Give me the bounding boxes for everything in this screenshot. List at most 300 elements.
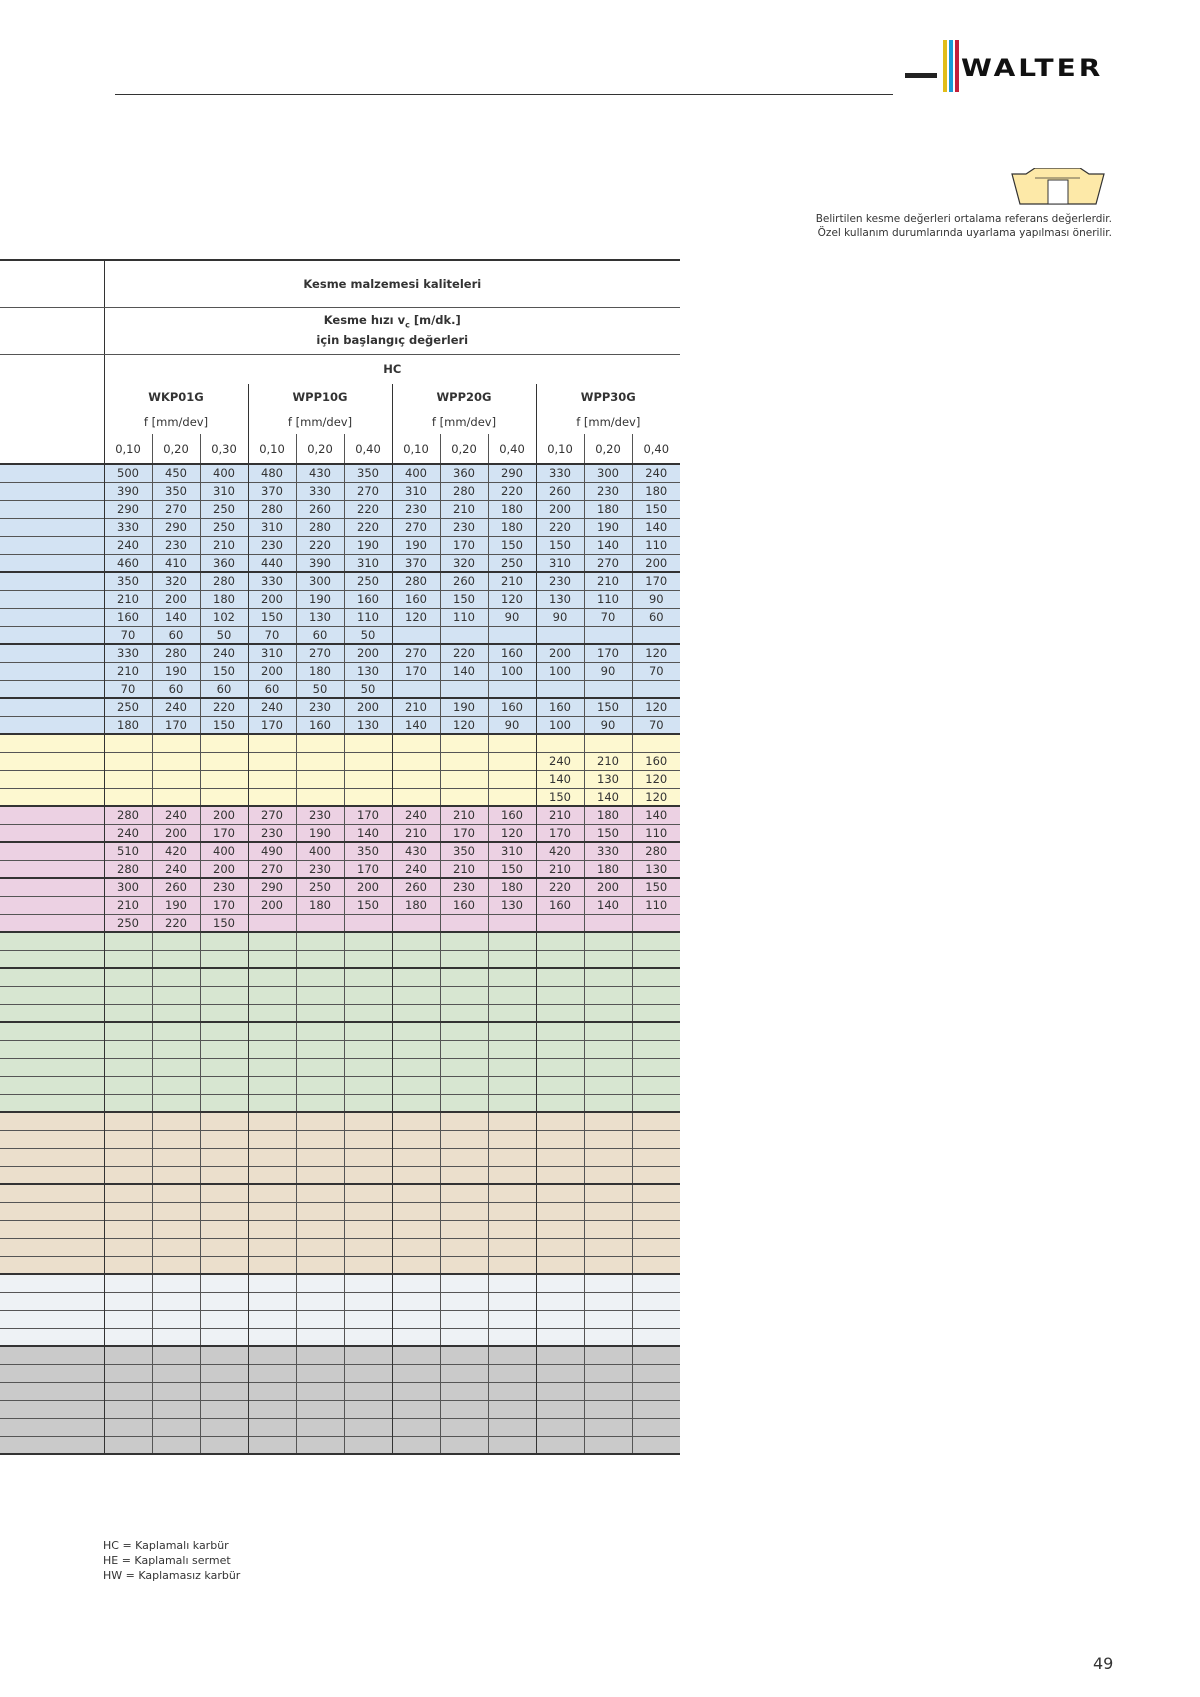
table-row	[0, 860, 680, 878]
speed-cell	[344, 1292, 392, 1310]
speed-cell: 270	[152, 500, 200, 518]
speed-cell	[296, 1184, 344, 1202]
table-row	[0, 1256, 680, 1274]
table-row	[0, 1400, 680, 1418]
speed-cell: 140	[632, 806, 680, 824]
speed-cell	[392, 1256, 440, 1274]
speed-cell	[632, 1202, 680, 1220]
speed-cell: 400	[296, 842, 344, 860]
speed-cell: 330	[248, 572, 296, 590]
speed-cell	[536, 1328, 584, 1346]
speed-cell	[248, 1238, 296, 1256]
row-label-cell	[0, 1274, 104, 1292]
table-row	[0, 1166, 680, 1184]
speed-cell	[104, 1094, 152, 1112]
speed-cell	[104, 1382, 152, 1400]
speed-cell: 170	[440, 536, 488, 554]
speed-cell	[296, 1292, 344, 1310]
row-label-cell	[0, 968, 104, 986]
grade-name: WPP10G	[248, 384, 392, 409]
speed-cell	[536, 680, 584, 698]
speed-cell	[440, 626, 488, 644]
table-row	[0, 770, 680, 788]
speed-cell	[200, 752, 248, 770]
speed-cell	[632, 914, 680, 932]
speed-cell	[632, 1112, 680, 1130]
speed-cell: 350	[104, 572, 152, 590]
speed-cell: 100	[488, 662, 536, 680]
feed-unit-row	[0, 409, 680, 434]
table-row	[0, 1382, 680, 1400]
speed-cell	[392, 770, 440, 788]
row-label-cell	[0, 608, 104, 626]
speed-cell	[200, 770, 248, 788]
grade-name: WKP01G	[104, 384, 248, 409]
speed-cell	[344, 1256, 392, 1274]
speed-cell: 210	[536, 806, 584, 824]
speed-cell	[584, 626, 632, 644]
speed-cell: 220	[200, 698, 248, 716]
speed-cell	[200, 1238, 248, 1256]
speed-cell	[536, 1004, 584, 1022]
speed-cell: 150	[200, 716, 248, 734]
speed-cell: 240	[248, 698, 296, 716]
speed-cell	[152, 752, 200, 770]
row-label-cell	[0, 1058, 104, 1076]
row-label-cell	[0, 536, 104, 554]
speed-cell: 200	[344, 644, 392, 662]
speed-cell: 70	[248, 626, 296, 644]
speed-cell	[392, 1310, 440, 1328]
speed-cell	[488, 1436, 536, 1454]
table-row	[0, 1148, 680, 1166]
feed-unit: f [mm/dev]	[392, 409, 536, 434]
speed-cell: 210	[440, 500, 488, 518]
speed-cell	[440, 1148, 488, 1166]
speed-cell: 240	[392, 806, 440, 824]
feed-unit: f [mm/dev]	[104, 409, 248, 434]
speed-cell: 60	[152, 680, 200, 698]
row-label-cell	[0, 860, 104, 878]
speed-cell: 160	[488, 698, 536, 716]
speed-cell: 500	[104, 464, 152, 482]
speed-cell	[632, 1220, 680, 1238]
speed-cell	[488, 1094, 536, 1112]
speed-cell	[296, 1400, 344, 1418]
speed-cell: 240	[536, 752, 584, 770]
speed-cell: 320	[440, 554, 488, 572]
speed-cell	[488, 1076, 536, 1094]
speed-cell	[392, 950, 440, 968]
speed-cell	[296, 1364, 344, 1382]
speed-cell: 310	[488, 842, 536, 860]
speed-cell: 70	[584, 608, 632, 626]
speed-cell	[632, 1364, 680, 1382]
speed-cell: 210	[536, 860, 584, 878]
speed-cell: 240	[152, 806, 200, 824]
speed-cell	[296, 1436, 344, 1454]
speed-cell	[536, 1094, 584, 1112]
speed-cell: 160	[440, 896, 488, 914]
speed-cell	[152, 986, 200, 1004]
speed-cell	[584, 1292, 632, 1310]
speed-cell: 160	[296, 716, 344, 734]
speed-cell	[200, 1022, 248, 1040]
speed-cell: 250	[200, 500, 248, 518]
speed-cell	[152, 1022, 200, 1040]
table-row	[0, 644, 680, 662]
speed-cell	[296, 1382, 344, 1400]
walter-logo	[905, 40, 1120, 96]
speed-cell: 120	[440, 716, 488, 734]
speed-cell	[152, 1058, 200, 1076]
speed-cell	[248, 1418, 296, 1436]
row-label-cell	[0, 1148, 104, 1166]
speed-cell	[440, 1418, 488, 1436]
speed-cell: 270	[392, 644, 440, 662]
speed-cell	[296, 932, 344, 950]
table-row	[0, 482, 680, 500]
speed-cell	[392, 1166, 440, 1184]
speed-cell	[104, 1346, 152, 1364]
speed-cell	[296, 1346, 344, 1364]
left-header-cell	[0, 434, 104, 464]
speed-cell	[200, 1274, 248, 1292]
speed-cell: 270	[296, 644, 344, 662]
speed-cell	[296, 1112, 344, 1130]
speed-cell: 150	[344, 896, 392, 914]
speed-cell	[200, 1112, 248, 1130]
speed-cell: 50	[344, 680, 392, 698]
speed-cell: 330	[104, 644, 152, 662]
speed-cell	[392, 734, 440, 752]
speed-cell	[440, 1346, 488, 1364]
speed-cell	[152, 932, 200, 950]
feed-row	[0, 434, 680, 464]
speed-cell	[440, 914, 488, 932]
row-label-cell	[0, 1166, 104, 1184]
table-row	[0, 500, 680, 518]
table-row	[0, 698, 680, 716]
speed-cell	[488, 770, 536, 788]
speed-cell	[488, 1184, 536, 1202]
speed-cell	[584, 1004, 632, 1022]
speed-cell	[152, 1040, 200, 1058]
speed-cell: 130	[344, 662, 392, 680]
table-row	[0, 1238, 680, 1256]
speed-cell	[152, 968, 200, 986]
speed-cell: 200	[584, 878, 632, 896]
speed-cell	[200, 1058, 248, 1076]
speed-cell: 110	[632, 896, 680, 914]
speed-cell: 240	[152, 860, 200, 878]
speed-cell	[392, 680, 440, 698]
speed-cell: 310	[344, 554, 392, 572]
speed-cell	[344, 914, 392, 932]
speed-cell: 350	[344, 464, 392, 482]
speed-cell: 180	[488, 518, 536, 536]
speed-cell	[632, 1238, 680, 1256]
speed-cell: 150	[536, 536, 584, 554]
row-label-cell	[0, 896, 104, 914]
speed-cell: 200	[248, 590, 296, 608]
speed-cell	[488, 1328, 536, 1346]
speed-cell	[200, 734, 248, 752]
speed-cell	[392, 1094, 440, 1112]
speed-cell: 480	[248, 464, 296, 482]
speed-cell: 220	[488, 482, 536, 500]
row-label-cell	[0, 1364, 104, 1382]
speed-cell: 140	[440, 662, 488, 680]
speed-cell	[104, 1184, 152, 1202]
speed-cell	[488, 1220, 536, 1238]
speed-cell	[584, 1274, 632, 1292]
speed-cell: 130	[536, 590, 584, 608]
speed-cell	[248, 1094, 296, 1112]
speed-cell	[440, 986, 488, 1004]
speed-cell: 170	[344, 806, 392, 824]
speed-cell: 120	[488, 590, 536, 608]
speed-cell: 330	[104, 518, 152, 536]
speed-cell: 290	[152, 518, 200, 536]
speed-cell	[584, 1058, 632, 1076]
speed-cell: 190	[440, 698, 488, 716]
speed-cell: 150	[632, 878, 680, 896]
speed-cell	[536, 1256, 584, 1274]
table-row	[0, 1112, 680, 1130]
row-label-cell	[0, 1076, 104, 1094]
speed-cell	[152, 1328, 200, 1346]
table-row	[0, 878, 680, 896]
speed-cell: 160	[488, 644, 536, 662]
speed-cell	[248, 932, 296, 950]
speed-cell: 350	[344, 842, 392, 860]
speed-cell	[152, 1364, 200, 1382]
speed-cell	[536, 734, 584, 752]
speed-cell: 160	[392, 590, 440, 608]
table-row	[0, 1094, 680, 1112]
speed-cell	[248, 1382, 296, 1400]
speed-cell	[632, 626, 680, 644]
speed-cell	[488, 1364, 536, 1382]
feed-value: 0,20	[152, 434, 200, 464]
table-row	[0, 824, 680, 842]
speed-cell: 210	[488, 572, 536, 590]
speed-cell	[488, 1022, 536, 1040]
speed-cell: 170	[248, 716, 296, 734]
speed-cell: 310	[392, 482, 440, 500]
speed-cell	[296, 1220, 344, 1238]
speed-cell	[440, 1382, 488, 1400]
left-header-cell	[0, 260, 104, 307]
speed-cell	[536, 1382, 584, 1400]
speed-cell: 240	[632, 464, 680, 482]
speed-cell: 200	[152, 590, 200, 608]
table-row	[0, 806, 680, 824]
speed-cell	[152, 1130, 200, 1148]
speed-cell	[488, 680, 536, 698]
speed-cell	[344, 932, 392, 950]
row-label-cell	[0, 824, 104, 842]
row-label-cell	[0, 518, 104, 536]
table-row	[0, 896, 680, 914]
speed-cell: 420	[536, 842, 584, 860]
left-header-cell	[0, 409, 104, 434]
speed-cell	[584, 1346, 632, 1364]
speed-cell: 90	[536, 608, 584, 626]
table-row	[0, 554, 680, 572]
speed-cell	[584, 1184, 632, 1202]
table-row	[0, 1292, 680, 1310]
speed-cell	[344, 950, 392, 968]
speed-cell	[248, 1256, 296, 1274]
speed-cell	[536, 1292, 584, 1310]
speed-cell: 330	[584, 842, 632, 860]
speed-cell: 110	[632, 536, 680, 554]
speed-cell	[344, 1076, 392, 1094]
speed-cell	[488, 1130, 536, 1148]
speed-cell	[344, 1364, 392, 1382]
speed-cell: 170	[440, 824, 488, 842]
speed-cell: 130	[584, 770, 632, 788]
speed-cell	[200, 1436, 248, 1454]
speed-cell	[248, 1364, 296, 1382]
speed-cell	[536, 932, 584, 950]
speed-cell	[104, 1364, 152, 1382]
speed-cell	[152, 1220, 200, 1238]
speed-cell: 180	[584, 500, 632, 518]
speed-cell	[104, 1400, 152, 1418]
row-label-cell	[0, 1256, 104, 1274]
speed-cell	[488, 734, 536, 752]
speed-cell: 300	[104, 878, 152, 896]
row-label-cell	[0, 1292, 104, 1310]
speed-cell	[584, 1400, 632, 1418]
speed-cell: 170	[536, 824, 584, 842]
speed-cell	[632, 1328, 680, 1346]
table-row	[0, 1310, 680, 1328]
note-line-1: Belirtilen kesme değerleri ortalama referans değerlerdir.	[815, 213, 1112, 225]
speed-cell	[440, 1436, 488, 1454]
speed-cell: 230	[440, 518, 488, 536]
speed-cell	[104, 770, 152, 788]
speed-cell: 250	[344, 572, 392, 590]
speed-cell	[296, 1058, 344, 1076]
row-label-cell	[0, 1022, 104, 1040]
speed-cell	[392, 932, 440, 950]
speed-cell	[440, 1274, 488, 1292]
speed-cell	[248, 1058, 296, 1076]
speed-cell	[200, 1418, 248, 1436]
speed-cell	[536, 986, 584, 1004]
speed-cell	[440, 1364, 488, 1382]
speed-cell: 420	[152, 842, 200, 860]
speed-cell: 230	[440, 878, 488, 896]
speed-cell: 210	[392, 824, 440, 842]
speed-cell	[536, 1274, 584, 1292]
speed-cell	[104, 1130, 152, 1148]
speed-cell	[200, 1220, 248, 1238]
speed-cell	[584, 734, 632, 752]
speed-cell: 170	[392, 662, 440, 680]
speed-cell	[104, 1220, 152, 1238]
speed-cell: 170	[344, 860, 392, 878]
table-row	[0, 734, 680, 752]
table-row	[0, 1004, 680, 1022]
speed-cell	[200, 1148, 248, 1166]
speed-cell: 360	[200, 554, 248, 572]
speed-cell	[488, 1166, 536, 1184]
speed-cell	[296, 1022, 344, 1040]
speed-cell	[632, 1058, 680, 1076]
speed-cell	[152, 1004, 200, 1022]
speed-cell: 350	[152, 482, 200, 500]
speed-cell	[584, 1238, 632, 1256]
speed-cell	[488, 986, 536, 1004]
speed-cell	[344, 1202, 392, 1220]
speed-cell	[248, 1076, 296, 1094]
speed-cell: 110	[584, 590, 632, 608]
speed-cell: 450	[152, 464, 200, 482]
legend-he: HE = Kaplamalı sermet	[103, 1554, 231, 1567]
speed-cell	[632, 932, 680, 950]
speed-cell	[104, 1274, 152, 1292]
speed-cell: 250	[488, 554, 536, 572]
speed-cell	[632, 1436, 680, 1454]
speed-cell	[584, 1418, 632, 1436]
speed-cell	[152, 1112, 200, 1130]
speed-cell: 310	[248, 644, 296, 662]
speed-cell	[344, 1436, 392, 1454]
speed-cell	[104, 1058, 152, 1076]
speed-cell: 110	[440, 608, 488, 626]
speed-cell: 230	[584, 482, 632, 500]
speed-cell	[104, 968, 152, 986]
speed-cell: 130	[488, 896, 536, 914]
speed-cell	[152, 1184, 200, 1202]
speed-cell	[344, 1310, 392, 1328]
speed-cell	[248, 1400, 296, 1418]
speed-cell	[200, 1400, 248, 1418]
speed-cell	[440, 1094, 488, 1112]
feed-value: 0,10	[392, 434, 440, 464]
speed-cell: 150	[584, 698, 632, 716]
speed-cell	[248, 1274, 296, 1292]
speed-cell: 220	[440, 644, 488, 662]
speed-cell	[248, 1166, 296, 1184]
speed-cell	[488, 1058, 536, 1076]
speed-cell	[584, 1130, 632, 1148]
speed-cell: 250	[296, 878, 344, 896]
feed-value: 0,30	[200, 434, 248, 464]
table-row	[0, 1436, 680, 1454]
speed-cell	[632, 1076, 680, 1094]
table-subtitle	[104, 307, 680, 354]
speed-cell: 60	[248, 680, 296, 698]
speed-cell	[344, 734, 392, 752]
speed-cell: 180	[392, 896, 440, 914]
speed-cell	[632, 986, 680, 1004]
speed-cell	[152, 788, 200, 806]
speed-cell: 280	[392, 572, 440, 590]
speed-cell	[584, 914, 632, 932]
speed-cell	[488, 1310, 536, 1328]
speed-cell	[632, 1310, 680, 1328]
speed-cell: 200	[632, 554, 680, 572]
speed-cell	[392, 1292, 440, 1310]
table-row	[0, 788, 680, 806]
speed-cell	[344, 1238, 392, 1256]
